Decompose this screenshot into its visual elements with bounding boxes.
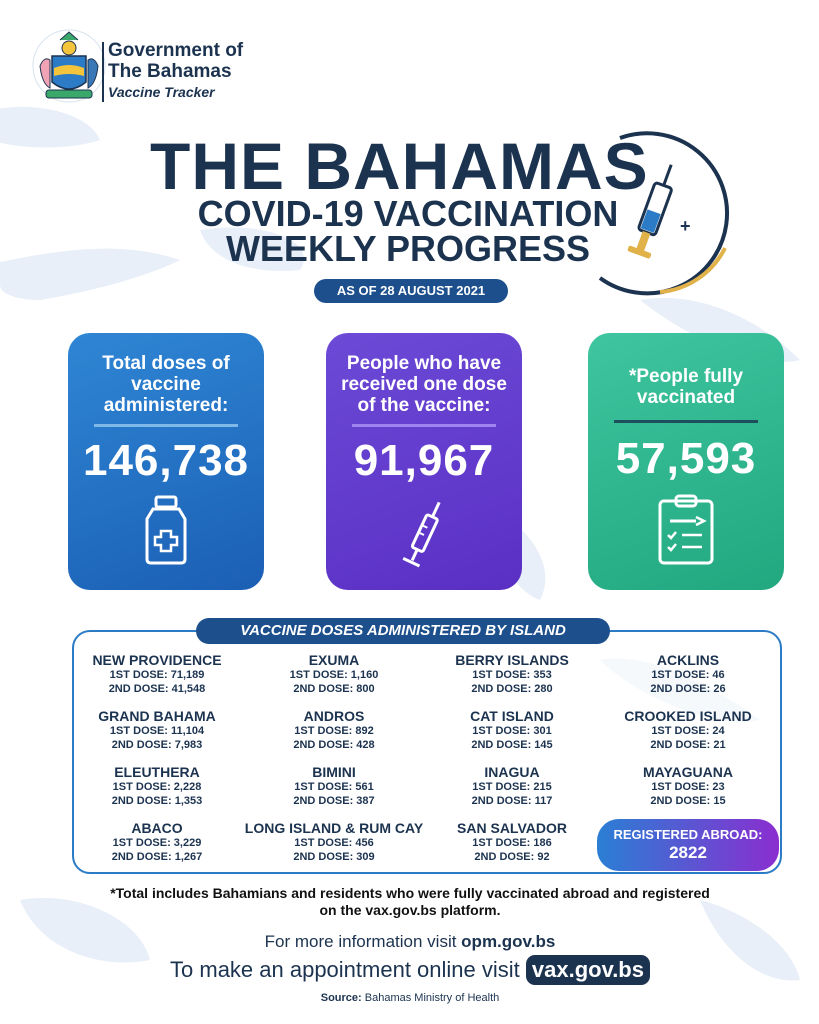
main-title: THE BAHAMAS [150, 129, 649, 203]
island-name: BERRY ISLANDS [455, 652, 569, 668]
stat-divider [614, 420, 758, 423]
island-dose2: 2ND DOSE: 92 [474, 851, 550, 863]
island-dose2: 2ND DOSE: 309 [293, 851, 375, 863]
island-cat-island [417, 708, 607, 752]
island-eleuthera [62, 764, 252, 808]
island-bimini [239, 764, 429, 808]
island-dose2: 2ND DOSE: 387 [293, 795, 375, 807]
island-name: CROOKED ISLAND [624, 708, 752, 724]
registered-abroad-badge [597, 819, 779, 871]
gov-line-2: The Bahamas [108, 61, 232, 82]
island-acklins [593, 652, 783, 696]
svg-text:+: + [680, 216, 691, 236]
subtitle-line-1: COVID-19 VACCINATION [197, 193, 619, 234]
source-label: Source: [320, 992, 362, 1004]
stat-value: 146,738 [82, 436, 250, 485]
gov-line-1: Government of [108, 40, 244, 61]
island-dose2: 2ND DOSE: 428 [293, 739, 375, 751]
islands-panel-title: VACCINE DOSES ADMINISTERED BY ISLAND [196, 618, 610, 644]
island-name: ANDROS [303, 708, 365, 724]
island-dose1: 1ST DOSE: 561 [294, 781, 374, 793]
stat-value: 57,593 [615, 434, 757, 483]
stat-value: 91,967 [353, 436, 495, 485]
island-name: INAGUA [484, 764, 540, 780]
vaccine-tracker-label: Vaccine Tracker [108, 84, 215, 100]
island-inagua [417, 764, 607, 808]
island-name: MAYAGUANA [643, 764, 733, 780]
registered-abroad-value: 2822 [669, 843, 707, 862]
island-dose1: 1ST DOSE: 215 [472, 781, 552, 793]
island-new-providence [62, 652, 252, 696]
island-name: BIMINI [312, 764, 356, 780]
island-dose1: 1ST DOSE: 892 [294, 725, 374, 737]
date-badge: AS OF 28 AUGUST 2021 [314, 279, 508, 303]
island-name: NEW PROVIDENCE [92, 652, 222, 668]
island-dose1: 1ST DOSE: 301 [472, 725, 552, 737]
island-dose2: 2ND DOSE: 26 [650, 683, 726, 695]
stat-card-total-doses [68, 333, 264, 590]
island-name: ELEUTHERA [114, 764, 200, 780]
island-dose2: 2ND DOSE: 145 [471, 739, 553, 751]
stat-divider [94, 424, 238, 427]
island-dose1: 1ST DOSE: 46 [651, 669, 725, 681]
island-name: EXUMA [308, 652, 360, 668]
stat-card-fully-vaccinated [588, 333, 784, 590]
appointment-prefix: To make an appointment online visit [170, 957, 526, 982]
stat-label: People who have received one dose of the vaccine: [341, 353, 507, 416]
vaccine-bottle-icon [141, 495, 191, 565]
island-exuma [239, 652, 429, 696]
header-title-block [108, 40, 243, 100]
stat-label: *People fully vaccinated [628, 366, 744, 408]
island-crooked-island [593, 708, 783, 752]
island-name: LONG ISLAND & RUM CAY [244, 820, 424, 836]
island-dose1: 1ST DOSE: 456 [294, 837, 374, 849]
island-dose2: 2ND DOSE: 800 [293, 683, 375, 695]
island-name: ACKLINS [656, 652, 720, 668]
island-name: GRAND BAHAMA [98, 708, 216, 724]
stat-divider [352, 424, 496, 427]
appointment-line [60, 955, 760, 985]
syringe-arc-icon [560, 128, 740, 298]
island-dose1: 1ST DOSE: 1,160 [289, 669, 379, 681]
info-line [100, 932, 720, 952]
island-dose1: 1ST DOSE: 186 [472, 837, 552, 849]
island-dose1: 1ST DOSE: 24 [651, 725, 725, 737]
source-text: Bahamas Ministry of Health [361, 992, 500, 1004]
island-dose2: 2ND DOSE: 21 [650, 739, 726, 751]
appointment-link[interactable]: vax.gov.bs [526, 955, 650, 985]
island-long-island-rum-cay [239, 820, 429, 864]
info-link[interactable]: opm.gov.bs [461, 932, 556, 951]
island-berry-islands [417, 652, 607, 696]
island-abaco [62, 820, 252, 864]
island-grand-bahama [62, 708, 252, 752]
island-san-salvador [417, 820, 607, 864]
island-dose1: 1ST DOSE: 353 [472, 669, 552, 681]
island-dose1: 1ST DOSE: 23 [651, 781, 725, 793]
footnote: *Total includes Bahamians and residents who were fully vaccinated abroad and registered on the vax.gov.bs platform. [110, 885, 710, 918]
island-dose2: 2ND DOSE: 7,983 [111, 739, 203, 751]
source-line [200, 992, 620, 1004]
stat-label: Total doses of vaccine administered: [102, 353, 230, 416]
island-andros [239, 708, 429, 752]
island-dose2: 2ND DOSE: 280 [471, 683, 553, 695]
island-dose1: 1ST DOSE: 71,189 [109, 669, 205, 681]
header-divider [102, 42, 104, 102]
island-name: CAT ISLAND [470, 708, 554, 724]
island-dose2: 2ND DOSE: 41,548 [108, 683, 206, 695]
island-dose2: 2ND DOSE: 117 [471, 795, 553, 807]
island-name: ABACO [131, 820, 183, 836]
registered-abroad-label: REGISTERED ABROAD: [613, 827, 763, 842]
stat-card-one-dose [326, 333, 522, 590]
island-dose1: 1ST DOSE: 3,229 [112, 837, 202, 849]
info-prefix: For more information visit [264, 932, 462, 951]
island-dose1: 1ST DOSE: 2,228 [112, 781, 202, 793]
syringe-icon [399, 495, 449, 575]
island-dose2: 2ND DOSE: 1,267 [111, 851, 203, 863]
island-name: SAN SALVADOR [457, 820, 567, 836]
island-dose1: 1ST DOSE: 11,104 [109, 725, 205, 737]
island-mayaguana [593, 764, 783, 808]
subtitle-line-2: WEEKLY PROGRESS [225, 228, 591, 269]
clipboard-icon [656, 493, 716, 565]
island-dose2: 2ND DOSE: 15 [650, 795, 726, 807]
island-dose2: 2ND DOSE: 1,353 [111, 795, 203, 807]
coat-of-arms-logo [30, 26, 108, 106]
